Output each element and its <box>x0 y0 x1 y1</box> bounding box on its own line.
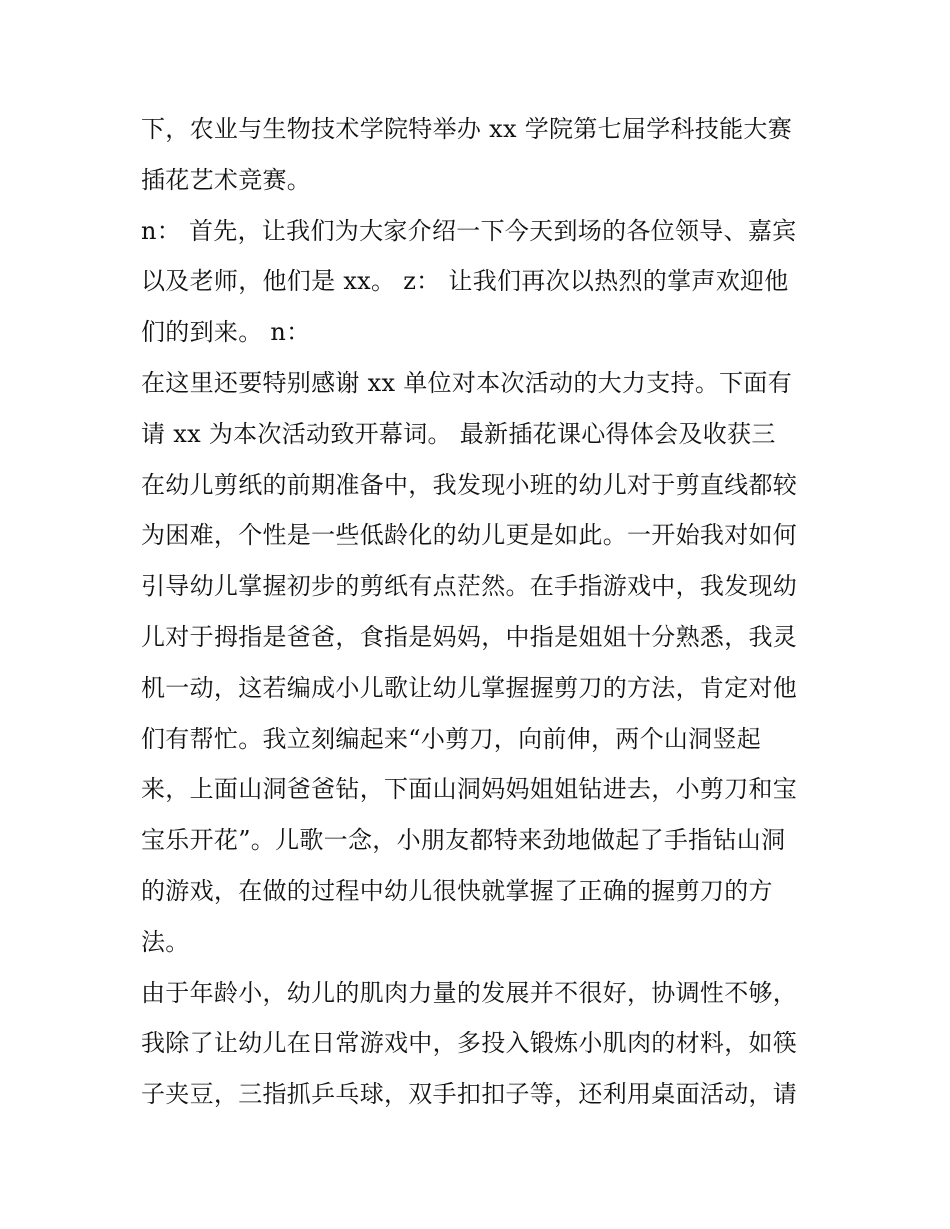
text-line: 请 xx 为本次活动致开幕词。 最新插花课心得体会及收获三 <box>141 419 776 448</box>
text-line: n： 首先，让我们为大家介绍一下今天到场的各位领导、嘉宾 <box>141 216 797 245</box>
text-line: 来，上面山洞爸爸钻，下面山洞妈妈姐姐钻进去，小剪刀和宝 <box>141 775 798 804</box>
text-line: 下，农业与生物技术学院特举办 xx 学院第七届学科技能大赛 <box>141 115 793 143</box>
text-line: 法。 <box>141 927 190 956</box>
text-line: 插花艺术竞赛。 <box>141 165 312 194</box>
text-line: 儿对于拇指是爸爸，食指是妈妈，中指是姐姐十分熟悉，我灵 <box>141 622 798 651</box>
text-line: 宝乐开花”。儿歌一念，小朋友都特来劲地做起了手指钻山洞 <box>141 826 786 855</box>
text-line: 机一动，这若编成小儿歌让幼儿掌握握剪刀的方法，肯定对他 <box>141 673 798 702</box>
text-line: 我除了让幼儿在日常游戏中，多投入锻炼小肌肉的材料，如筷 <box>141 1029 798 1058</box>
text-line: 为困难，个性是一些低龄化的幼儿更是如此。一开始我对如何 <box>141 521 798 550</box>
text-line: 在幼儿剪纸的前期准备中，我发现小班的幼儿对于剪直线都较 <box>141 470 798 499</box>
text-line: 在这里还要特别感谢 xx 单位对本次活动的大力支持。下面有 <box>141 368 793 397</box>
text-line: 由于年龄小，幼儿的肌肉力量的发展并不很好，协调性不够， <box>141 978 798 1007</box>
text-line: 们有帮忙。我立刻编起来“小剪刀，向前伸，两个山洞竖起 <box>141 724 762 753</box>
text-line: 引导幼儿掌握初步的剪纸有点茫然。在手指游戏中，我发现幼 <box>141 572 798 601</box>
text-line: 的游戏，在做的过程中幼儿很快就掌握了正确的握剪刀的方 <box>141 876 773 905</box>
text-line: 们的到来。 n： <box>141 318 311 347</box>
text-line: 子夹豆，三指抓乒乓球，双手扣扣子等，还利用桌面活动，请 <box>141 1080 798 1109</box>
body-text <box>141 104 821 1120</box>
text-line: 以及老师，他们是 xx。 z： 让我们再次以热烈的掌声欢迎他 <box>141 267 789 296</box>
